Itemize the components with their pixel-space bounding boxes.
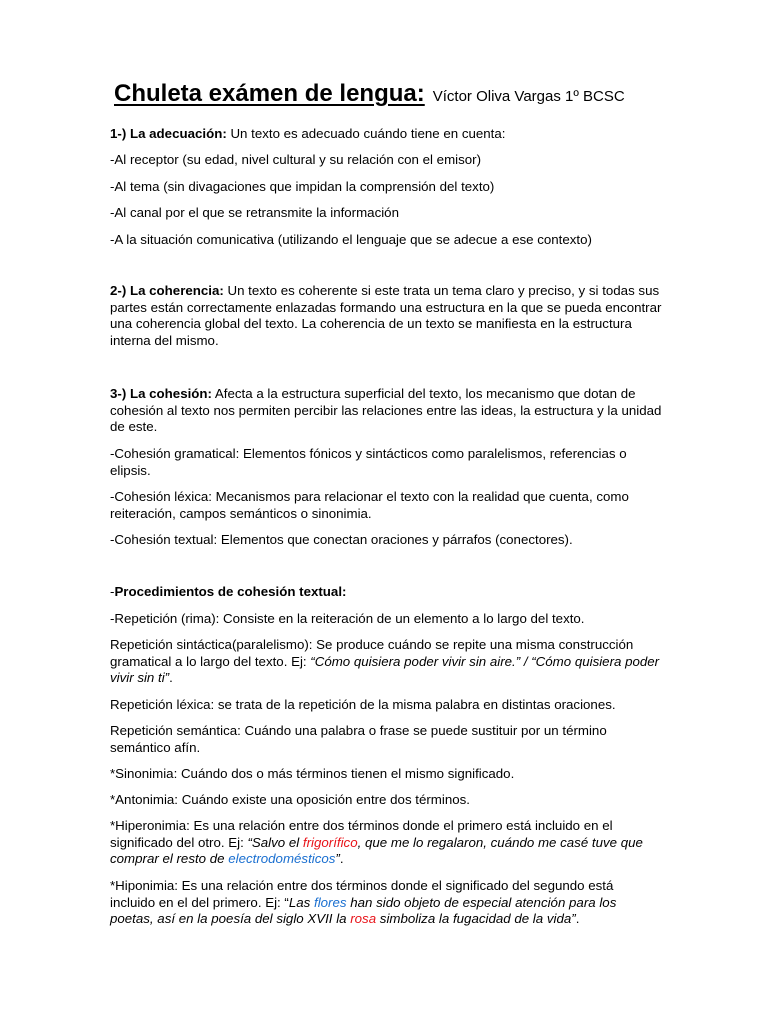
cohesion-item-textual: -Cohesión textual: Elementos que conectan oraciones y párrafos (conectores). [110,532,573,547]
coherencia-paragraph [110,283,662,349]
author-line: Víctor Oliva Vargas 1º BCSC [432,88,625,105]
coherencia-text: Un texto es coherente si este trata un tema claro y preciso, y si todas sus partes están correctamente enlazadas formando una estructura en la que se pueda encontrar una coherencia global del texto. La coherencia de un texto se manifiesta en la estructura interna del mismo. [110,283,662,348]
hiponimia-end: . [575,911,580,926]
cohesion-text: Afecta a la estructura superficial del texto, los mecanismo que dotan de cohesión al texto nos permiten percibir las relaciones entre las ideas, la estructura y la unidad de este. [110,386,662,434]
adecuacion-paragraph [110,126,662,143]
repeticion-sintactica-item [110,637,662,687]
cohesion-item-gramatical: -Cohesión gramatical: Elementos fónicos y sintácticos como paralelismos, referencias o elipsis. [110,446,627,478]
adecuacion-item-tema: -Al tema (sin divagaciones que impidan la comprensión del texto) [110,179,495,194]
hiponimia-example-part2: han sido objeto de especial atención para los poetas, así en la poesía del siglo XVII la [110,894,617,926]
hiperonimia-word-frigorifico: frigorífico [302,834,358,850]
hiperonimia-word-electrodomesticos: electrodomésticos [228,851,336,866]
hiperonimia-text: *Hiperonimia: Es una relación entre dos términos donde el primero está incluido en el significado del otro. Ej: [110,818,613,850]
cohesion-heading: 3-) La cohesión: [110,386,212,401]
hiponimia-text: *Hiponimia: Es una relación entre dos términos donde el significado del segundo está incluido en el del primero. Ej: “ [110,878,614,910]
hiponimia-word-rosa: rosa [350,911,377,926]
repeticion-sintactica-text: Repetición sintáctica(paralelismo): Se produce cuándo se repite una misma construcción gramatical a lo largo del texto. Ej: [110,637,634,669]
repeticion-sintactica-example: “Cómo quisiera poder vivir sin aire.” / “Cómo quisiera poder vivir sin ti” [110,653,660,685]
title-row [114,80,625,107]
hiponimia-example-part3: simboliza la fugacidad de la vida” [376,911,576,926]
coherencia-heading: 2-) La coherencia: [110,283,224,298]
adecuacion-item-canal: -Al canal por el que se retransmite la información [110,205,399,220]
hiperonimia-example-part1: “Salvo el [247,834,303,850]
adecuacion-text: Un texto es adecuado cuándo tiene en cuenta: [226,126,506,141]
hiperonimia-example-part3: ” [335,851,340,866]
procedimientos-dash: - [110,584,115,599]
cohesion-item-lexica: -Cohesión léxica: Mecanismos para relacionar el texto con la realidad que cuenta, como reiteración, campos semánticos o sinonimia. [110,489,629,521]
hiponimia-word-flores: flores [314,894,347,910]
hiperonimia-end: . [339,851,344,866]
hiponimia-item [110,878,662,928]
cohesion-paragraph [110,386,662,436]
adecuacion-item-situacion: -A la situación comunicativa (utilizando el lenguaje que se adecue a ese contexto) [110,232,592,247]
repeticion-item: -Repetición (rima): Consiste en la reiteración de un elemento a lo largo del texto. [110,611,585,626]
repeticion-sintactica-end: . [169,670,173,685]
adecuacion-heading: 1-) La adecuación: [110,126,227,141]
hiperonimia-item [110,818,662,868]
adecuacion-item-receptor: -Al receptor (su edad, nivel cultural y su relación con el emisor) [110,152,481,167]
page-title: Chuleta exámen de lengua: [114,80,425,107]
sinonimia-item: *Sinonimia: Cuándo dos o más términos tienen el mismo significado. [110,766,515,781]
procedimientos-heading: Procedimientos de cohesión textual: [114,584,347,599]
hiponimia-example-part1: Las [288,894,314,910]
repeticion-semantica-item: Repetición semántica: Cuándo una palabra o frase se puede sustituir por un término semántico afín. [110,723,607,755]
procedimientos-heading-line [110,584,662,601]
antonimia-item: *Antonimia: Cuándo existe una oposición entre dos términos. [110,792,470,807]
hiperonimia-example-part2: , que me lo regalaron, cuándo me casé tuve que comprar el resto de [110,834,643,866]
repeticion-lexica-item: Repetición léxica: se trata de la repetición de la misma palabra en distintas oraciones. [110,697,616,712]
